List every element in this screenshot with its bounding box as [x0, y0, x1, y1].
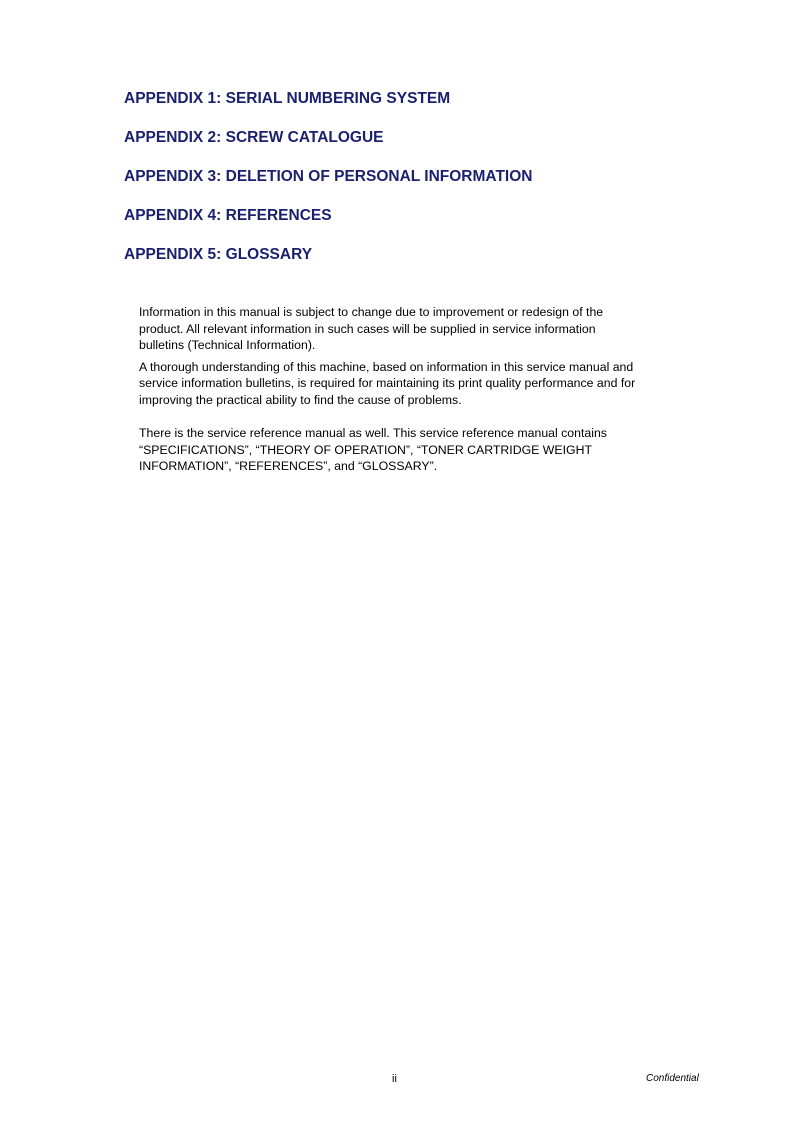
appendix-5-heading: APPENDIX 5: GLOSSARY: [124, 246, 313, 263]
appendix-3-heading: APPENDIX 3: DELETION OF PERSONAL INFORMATION: [124, 168, 533, 185]
notes-paragraph-understanding: A thorough understanding of this machine, based on information in this service manual and service information bulletins, is required for maintaining its print quality performance and for improving the practical ability to find the cause of problems.: [139, 359, 636, 407]
appendix-2-heading: APPENDIX 2: SCREW CATALOGUE: [124, 129, 384, 146]
notes-paragraph-change-notice: Information in this manual is subject to change due to improvement or redesign of the product. All relevant information in such cases will be supplied in service information bulletins (Technical Information).: [139, 305, 604, 352]
appendix-4-heading: APPENDIX 4: REFERENCES: [124, 207, 332, 224]
notes-paragraph-reference-manual: There is the service reference manual as well. This service reference manual contains “SPECIFICATIONS”, “THEORY OF OPERATION”, “TONER CARTRIDGE WEIGHT INFORMATION”, “REFERENCES”, and “GLOSSARY”.: [139, 426, 607, 473]
manual-notes: [139, 304, 699, 475]
appendix-1-heading: APPENDIX 1: SERIAL NUMBERING SYSTEM: [124, 90, 451, 107]
page-number: ii: [392, 1073, 397, 1085]
confidential-label: Confidential: [646, 1073, 699, 1084]
appendix-list: [124, 88, 724, 283]
